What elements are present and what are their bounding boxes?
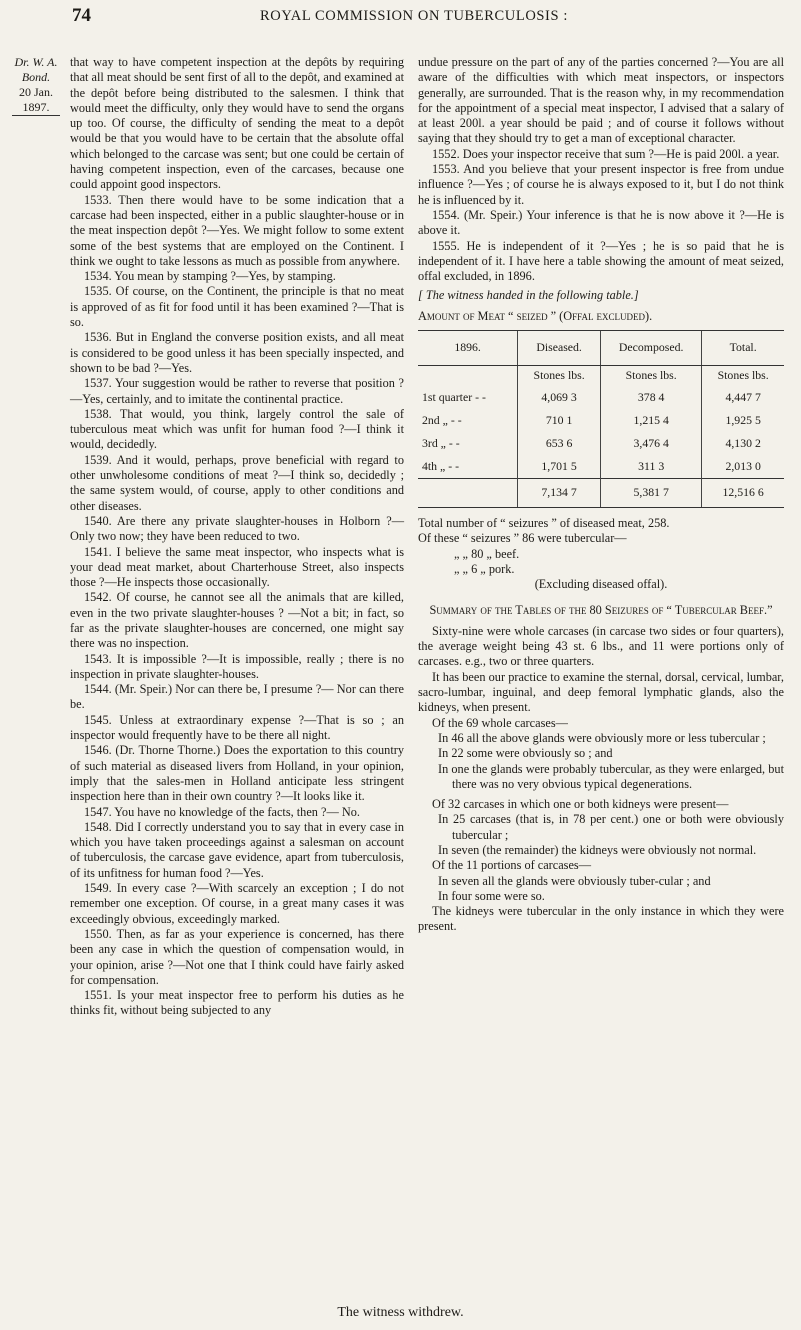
unit-cell: Stones lbs. [518,366,601,387]
unit-cell: Stones lbs. [601,366,702,387]
paragraph: 1550. Then, as far as your experience is concerned, has there been any case in which the question of compensation would, in your opinion, arise ?—Not one that I think could have fairly asked for compensation. [70,926,404,987]
list-item: In one the glands were probably tubercular, as they were enlarged, but there was no very obvious typical degenerations. [438,761,784,791]
closing-paragraph: The kidneys were tubercular in the only instance in which they were present. [418,904,784,934]
paragraph: 1544. (Mr. Speir.) Nor can there be, I presume ?— Nor can there be. [70,682,404,712]
whole-carcases-intro: Of the 69 whole carcases— [432,715,568,730]
table-cell: 3,476 4 [601,432,702,455]
table-cell: 311 3 [601,455,702,479]
table-row [418,455,784,479]
running-title: ROYAL COMMISSION ON TUBERCULOSIS : [259,8,569,24]
paragraph: 1542. Of course, he cannot see all the animals that are killed, even in the two private slaughter-houses ? —Not a bit; in fact, so far as the private slaughter-houses are concerned, one might say there was no inspection. [70,590,404,651]
table-cell: 1,925 5 [702,409,784,432]
list-item: In seven (the remainder) the kidneys were obviously not normal. [438,842,757,857]
margin-witness: Dr. W. A. Bond. [14,55,58,84]
paragraph: 1534. You mean by stamping ?—Yes, by stamping. [84,269,336,284]
margin-note [12,55,60,116]
quarter-cell: 4th „ - - [422,458,460,473]
list-item: In 22 some were obviously so ; and [438,746,613,761]
paragraph: 1537. Your suggestion would be rather to reverse that position ?—Yes, certainly, and to imitate the continental practice. [70,376,404,406]
header-cell: Diseased. [518,331,601,366]
seizures-note: (Excluding diseased offal). [534,577,668,592]
table-title: Amount of Meat “ seized ” (Offal excluded). [418,308,653,323]
paragraph: that way to have competent inspection at the depôts by requiring that all meat should be sent first of all to the depôt, and examined at the depôt before being distributed to the salesmen. I think that would meet the difficulty, only they would have to send the organs up too. Of course, the difficulty of sending the meat to a depôt would be that you would have to be certain that the absolute offal which belonged to the carcase was sent; but one could be certain of having competent inspection, even of the carcases, because one could appoint good inspectors. [70,55,404,192]
quarter-cell: 2nd „ - - [422,412,462,427]
paragraph: 1548. Did I correctly understand you to say that in every case in which you have taken proceedings against a salesman on account of tuberculosis, the carcase gave evidence, apart from tuberculosis, of its unfitness for human food ?—Yes. [70,819,404,880]
left-column [70,55,404,1019]
paragraph: 1553. And you believe that your present inspector is free from undue influence ?—Yes ; of course he is always exposed to it, but I do not think he is influenced by it. [418,162,784,207]
paragraph: 1540. Are there any private slaughter-houses in Holborn ?—Only two now; they have been reduced to two. [70,513,404,544]
paragraph: 1555. He is independent of it ?—Yes ; he is so paid that he is independent of it. I have here a table showing the amount of meat seized, offal excluded, in 1896. [418,238,784,284]
table-cell: 4,069 3 [518,386,601,409]
paragraph: 1549. In every case ?—With scarcely an exception ; I do not remember one exception. Of course, in a great many cases it was exceedingly obvious, exceedingly marked. [70,881,404,926]
table-cell: 378 4 [601,386,702,409]
list-item: In 25 carcases (that is, in 78 per cent.) one or both were obviously tubercular ; [438,812,784,842]
paragraph: 1541. I believe the same meat inspector, who inspects what is your dead meat market, about Charterhouse Street, also inspects those ?—He inspects those occasionally. [70,544,404,590]
header-cell: Decomposed. [601,331,702,366]
paragraph: 1536. But in England the converse position exists, and all meat is considered to be good unless it has been specially inspected, and shown to be bad ?—Yes. [70,330,404,375]
paragraph: 1546. (Dr. Thorne Thorne.) Does the exportation to this country of such material as diseased livers from Holland, in your opinion, imply that the sales-men in Holland anticipate less stringent inspection here than in their own country ?—It looks like it. [70,743,404,804]
paragraph: 1539. And it would, perhaps, prove beneficial with regard to other unwholesome conditions of meat ?—I think so, decidedly ; the same system would, of course, apply to other conditions and other diseases. [70,452,404,513]
table-cell: 653 6 [518,432,601,455]
seizures-pork: „ „ 6 „ pork. [454,561,515,576]
paragraph: It has been our practice to examine the sternal, dorsal, cervical, lumbar, sacro-lumbar, inguinal, and deep femoral lymphatic glands, also the kidneys, when present. [418,669,784,715]
table-cell [418,479,518,508]
units-row [418,366,784,387]
header-cell: Total. [702,331,784,366]
paragraph: 1533. Then there would have to be some indication that a carcase had been inspected, either in a public slaughter-house or in the meat inspection depôt ?—Yes. We might follow to some extent some of the best systems that are employed on the Continent. I think we ought to take lessons as much as possible from anywhere. [70,192,404,268]
page-number: 74 [72,5,91,26]
list-item: In four some were so. [438,888,545,903]
header-cell: 1896. [418,331,518,366]
quarter-cell: 1st quarter - - [422,389,486,404]
list-item: In seven all the glands were obviously tuber-cular ; and [438,873,711,888]
paragraph: 1545. Unless at extraordinary expense ?—That is so ; an inspector would frequently have to be there all night. [70,712,404,743]
paragraph: 1547. You have no knowledge of the facts, then ?— No. [84,804,360,819]
table-cell [418,366,518,387]
total-cell: 7,134 7 [518,479,601,508]
table-cell: 4,447 7 [702,386,784,409]
kidneys-intro: Of 32 carcases in which one or both kidneys were present— [432,797,729,812]
total-cell: 12,516 6 [702,479,784,508]
margin-date: 20 Jan. 1897. [12,85,60,116]
unit-cell: Stones lbs. [702,366,784,387]
table-cell: 1,701 5 [518,455,601,479]
quarter-cell: 3rd „ - - [422,435,460,450]
summary-heading: Summary of the Tables of the 80 Seizures of “ Tubercular Beef.” [429,602,773,617]
table-cell: 4,130 2 [702,432,784,455]
table-header-row [418,331,784,366]
table-cell: 2,013 0 [702,455,784,479]
total-cell: 5,381 7 [601,479,702,508]
list-item: In 46 all the above glands were obviously more or less tubercular ; [438,730,766,745]
table-row [418,432,784,455]
table-cell: 710 1 [518,409,601,432]
paragraph: 1535. Of course, on the Continent, the principle is that no meat is approved of as fit for food until it has been examined ?—That is so. [70,284,404,330]
paragraph: 1551. Is your meat inspector free to perform his duties as he thinks fit, without being subjected to any [70,988,404,1018]
paragraph: 1543. It is impossible ?—It is impossible, really ; there is no inspection in private slaughter-houses. [70,651,404,681]
portions-intro: Of the 11 portions of carcases— [432,858,592,873]
table-row [418,386,784,409]
witness-withdrew: The witness withdrew. [337,1305,464,1320]
paragraph: Sixty-nine were whole carcases (in carcase two sides or four quarters), the average weight being 43 st. 6 lbs., and 11 were portions only of carcases. e.g., two or three quarters. [418,623,784,669]
table-row [418,409,784,432]
paragraph: undue pressure on the part of any of the parties concerned ?—You are all aware of the difficulties with which meat inspectors, or inspectors generally, are surrounded. That is the reason why, in my recommendation for the appointment of a special meat inspector, I advised that a salary of at least 200l. a year should be paid ; and of course it follows without saying that they should try to get a man of exceptional character. [418,55,784,146]
meat-seized-table [418,330,784,508]
page-header [0,5,801,27]
seizures-total: Total number of “ seizures ” of diseased meat, 258. [418,516,670,531]
table-cell: 1,215 4 [601,409,702,432]
paragraph: 1552. Does your inspector receive that sum ?—He is paid 200l. a year. [432,146,780,161]
totals-row [418,479,784,508]
right-column [418,55,784,935]
paragraph: 1554. (Mr. Speir.) Your inference is that he is now above it ?—He is above it. [418,207,784,238]
paragraph: 1538. That would, you think, largely control the sale of tuberculous meat which was unfit for human food ?—I think it would, decidedly. [70,406,404,452]
seizures-tubercular: Of these “ seizures ” 86 were tubercular— [418,531,627,546]
seizures-beef: „ „ 80 „ beef. [454,546,520,561]
table-caption: [ The witness handed in the following table.] [418,288,639,303]
